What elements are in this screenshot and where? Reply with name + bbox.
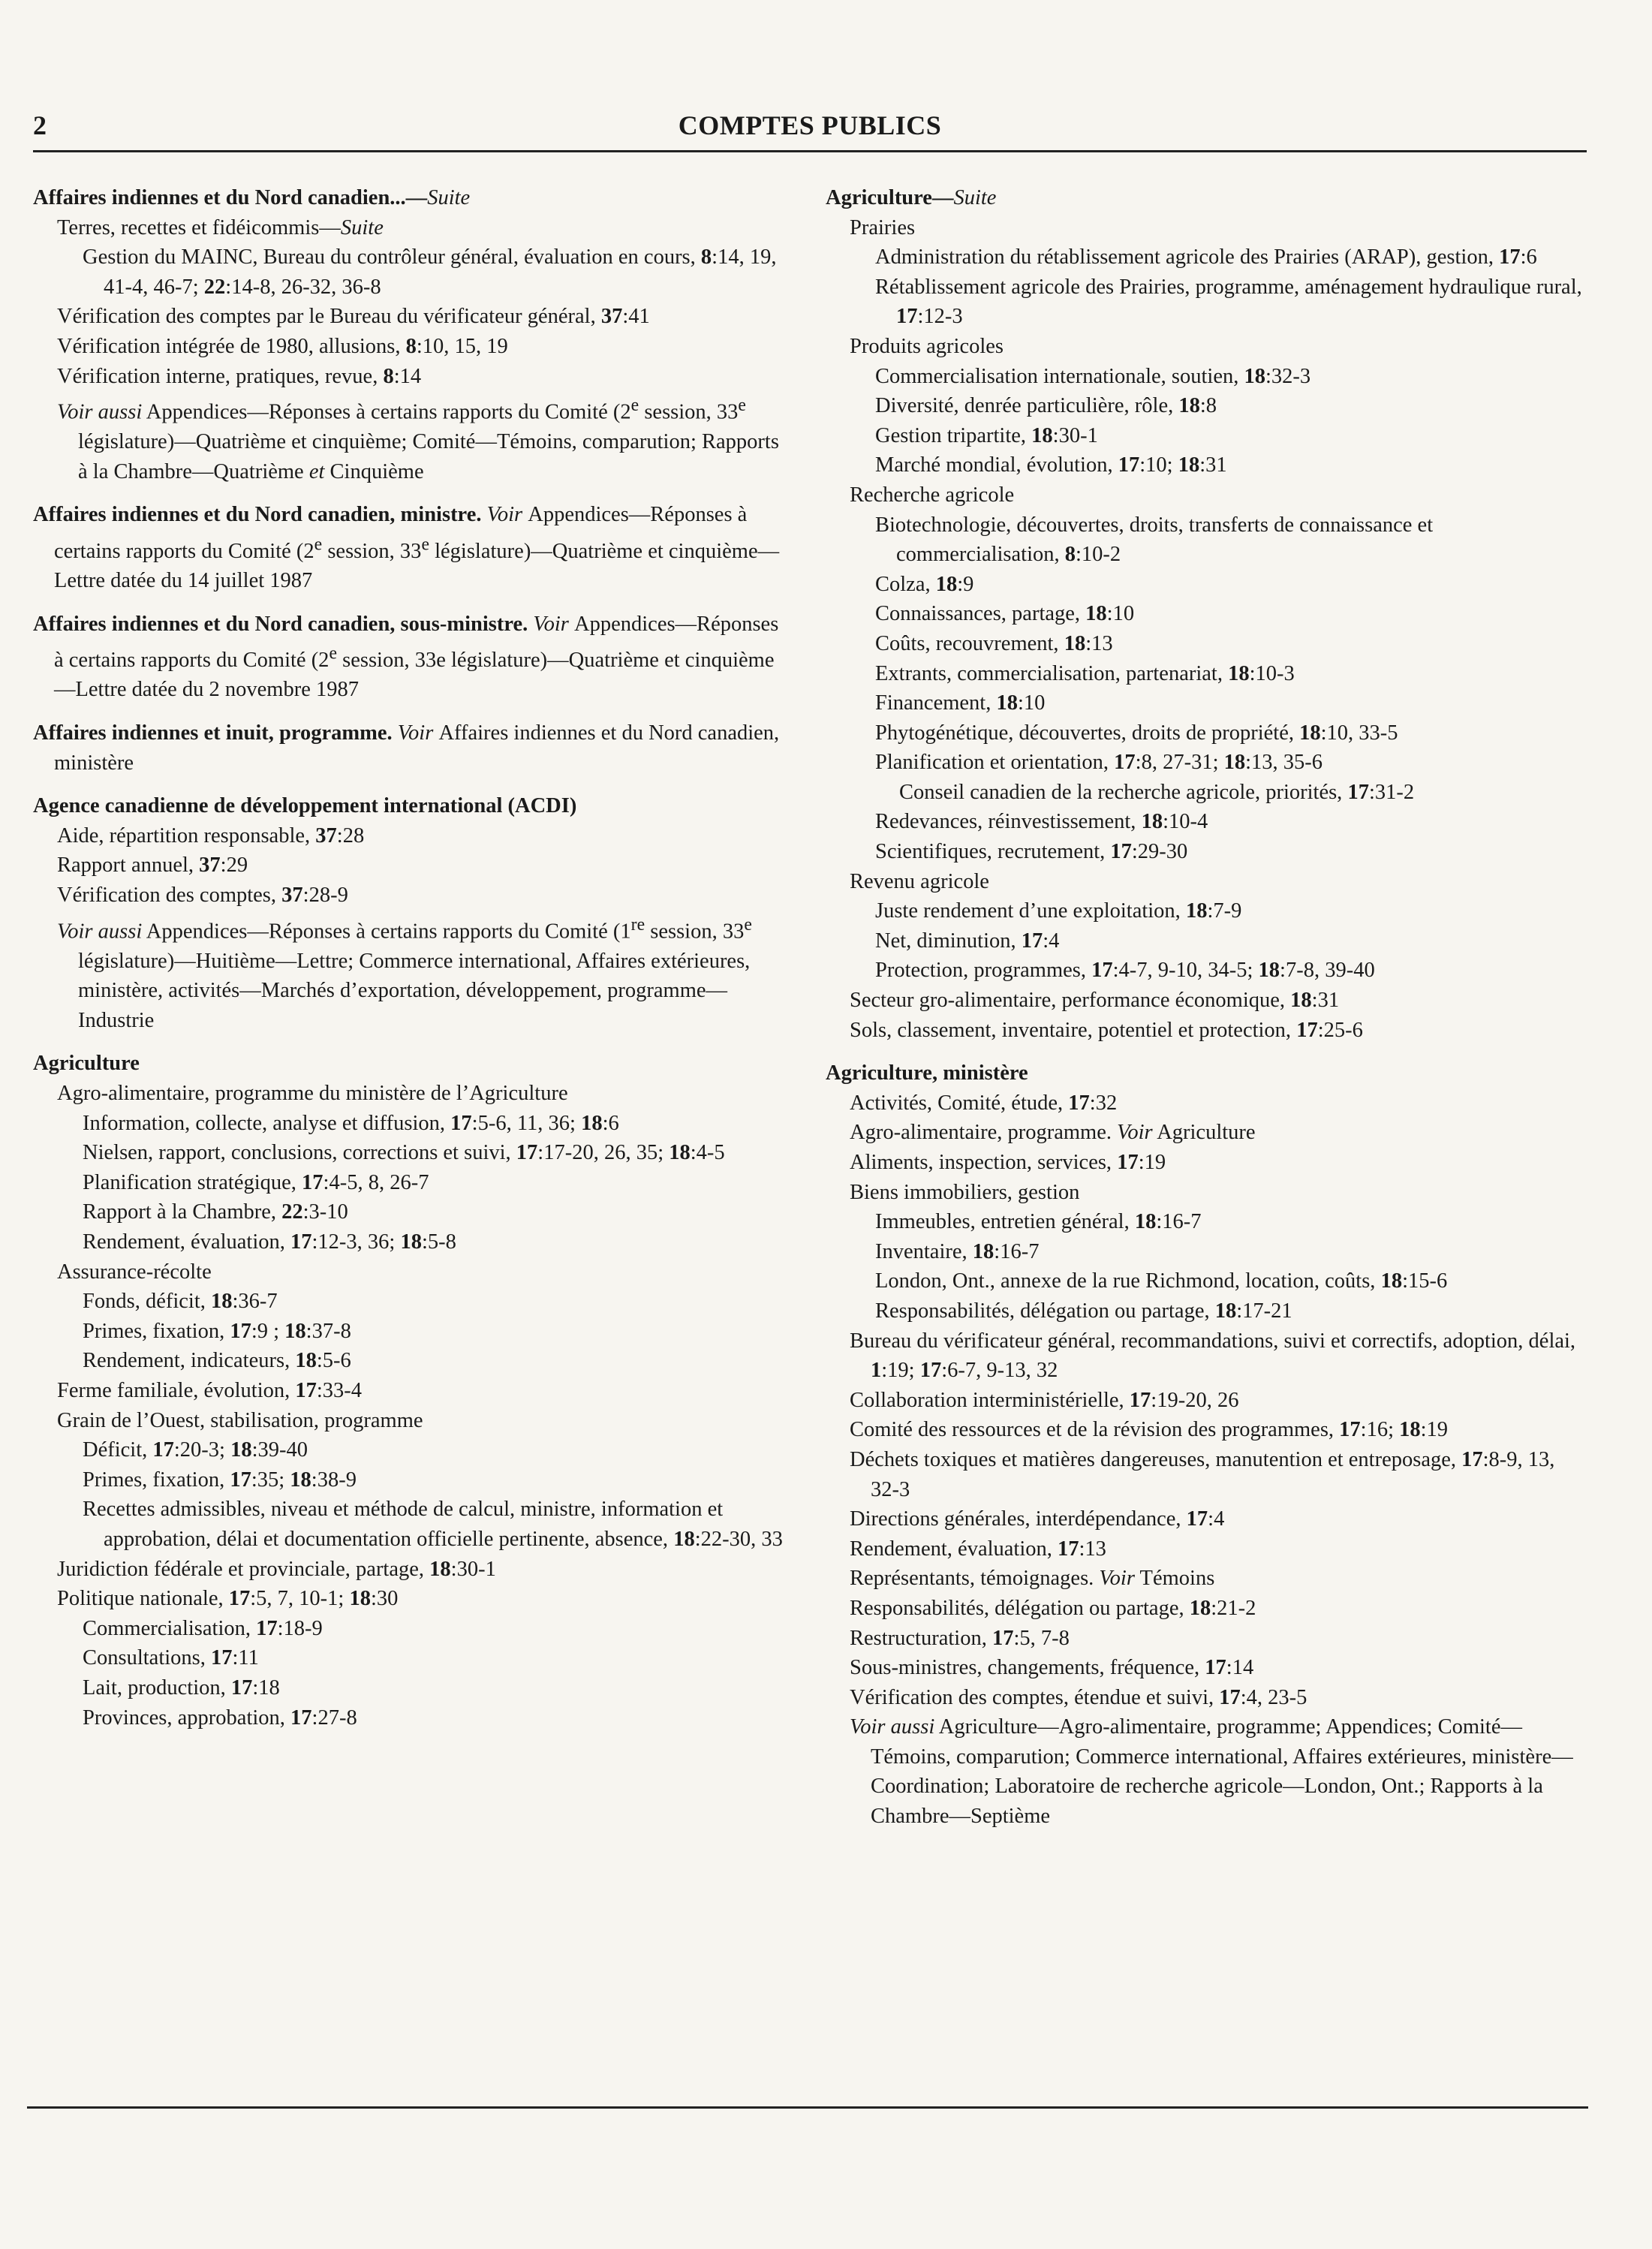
index-subentry: Vérification des comptes, étendue et suivi, 17:4, 23-5 xyxy=(850,1685,1307,1709)
index-subentry: Rendement, indicateurs, 18:5-6 xyxy=(83,1349,351,1373)
index-subentry: Vérification intégrée de 1980, allusions, 8:10, 15, 19 xyxy=(57,334,508,358)
index-subentry: Responsabilités, délégation ou partage, 18:17-21 xyxy=(875,1299,1292,1323)
index-subentry: Net, diminution, 17:4 xyxy=(875,929,1060,953)
index-subentry: Politique nationale, 17:5, 7, 10-1; 18:30 xyxy=(57,1587,399,1611)
index-subentry: Commercialisation, 17:18-9 xyxy=(83,1616,323,1640)
page-title: COMPTES PUBLICS xyxy=(678,110,942,140)
index-subentry: Conseil canadien de la recherche agricole, priorités, 17:31-2 xyxy=(899,780,1415,804)
index-subentry: Déficit, 17:20-3; 18:39-40 xyxy=(83,1438,308,1462)
index-subentry: Biens immobiliers, gestion xyxy=(850,1180,1080,1204)
index-subentry: Diversité, denrée particulière, rôle, 18:8 xyxy=(875,394,1217,418)
index-subentry: Sols, classement, inventaire, potentiel et protection, 17:25-6 xyxy=(850,1018,1363,1042)
index-heading: Agriculture, ministère xyxy=(826,1061,1028,1085)
index-subentry: Planification stratégique, 17:4-5, 8, 26-7 xyxy=(83,1170,429,1194)
index-subentry: Marché mondial, évolution, 17:10; 18:31 xyxy=(875,453,1227,477)
index-subentry: Rétablissement agricole des Prairies, programme, aménagement hydraulique rural, 17:12-3 xyxy=(875,275,1582,329)
index-subentry: Coûts, recouvrement, 18:13 xyxy=(875,631,1113,655)
index-subentry: Voir aussi Appendices—Réponses à certains rapports du Comité (1re session, 33e législature)—Huitième—Lettre; Commerce international, Affaires extérieures, ministère, activités—Marchés d’exportation, développement, programme—Industrie xyxy=(57,914,752,1032)
index-subentry: Immeubles, entretien général, 18:16-7 xyxy=(875,1210,1202,1234)
index-subentry: Commercialisation internationale, soutien, 18:32-3 xyxy=(875,364,1311,388)
index-heading: Affaires indiennes et du Nord canadien, sous-ministre. Voir Appendices—Réponses à certains rapports du Comité (2e session, 33e législature)—Quatrième et cinquième—Lettre datée du 2 novembre 1987 xyxy=(33,612,779,702)
index-subentry: Comité des ressources et de la révision des programmes, 17:16; 18:19 xyxy=(850,1418,1449,1442)
index-subentry: Vérification interne, pratiques, revue, 8:14 xyxy=(57,364,422,388)
index-subentry: Assurance-récolte xyxy=(57,1260,212,1284)
index-subentry: Sous-ministres, changements, fréquence, 17:14 xyxy=(850,1656,1254,1680)
index-subentry: Nielsen, rapport, conclusions, corrections et suivi, 17:17-20, 26, 35; 18:4-5 xyxy=(83,1141,725,1165)
index-subentry: Redevances, réinvestissement, 18:10-4 xyxy=(875,810,1208,834)
index-subentry: Scientifiques, recrutement, 17:29-30 xyxy=(875,840,1188,864)
index-subentry: Protection, programmes, 17:4-7, 9-10, 34-5; 18:7-8, 39-40 xyxy=(875,959,1375,983)
index-subentry: Consultations, 17:11 xyxy=(83,1646,259,1670)
index-subentry: Représentants, témoignages. Voir Témoins xyxy=(850,1567,1215,1591)
index-subentry: Recherche agricole xyxy=(850,483,1015,507)
header-rule xyxy=(33,150,1587,152)
index-subentry: Financement, 18:10 xyxy=(875,691,1046,715)
index-subentry: Voir aussi Agriculture—Agro-alimentaire, programme; Appendices; Comité—Témoins, comparution; Commerce international, Affaires extérieures, ministère—Coordination; Laboratoire de recherche agricole—London, Ont.; Rapports à la Chambre—Septième xyxy=(850,1715,1573,1829)
index-subentry: Responsabilités, délégation ou partage, 18:21-2 xyxy=(850,1596,1256,1620)
index-subentry: Extrants, commercialisation, partenariat, 18:10-3 xyxy=(875,661,1295,685)
index-subentry: Administration du rétablissement agricole des Prairies (ARAP), gestion, 17:6 xyxy=(875,245,1537,269)
page-number: 2 xyxy=(33,110,47,140)
index-subentry: Provinces, approbation, 17:27-8 xyxy=(83,1706,357,1730)
index-subentry: Agro-alimentaire, programme du ministère de l’Agriculture xyxy=(57,1082,568,1106)
index-subentry: Prairies xyxy=(850,215,916,239)
index-subentry: Rendement, évaluation, 17:13 xyxy=(850,1537,1106,1561)
index-subentry: Planification et orientation, 17:8, 27-31; 18:13, 35-6 xyxy=(875,751,1323,775)
index-subentry: Activités, Comité, étude, 17:32 xyxy=(850,1091,1118,1115)
index-subentry: London, Ont., annexe de la rue Richmond, location, coûts, 18:15-6 xyxy=(875,1269,1448,1293)
index-heading: Agence canadienne de développement international (ACDI) xyxy=(33,794,577,818)
page-header xyxy=(33,110,1587,149)
index-subentry: Rendement, évaluation, 17:12-3, 36; 18:5-8 xyxy=(83,1230,456,1254)
index-subentry: Rapport annuel, 37:29 xyxy=(57,854,248,878)
index-subentry: Primes, fixation, 17:9 ; 18:37-8 xyxy=(83,1319,351,1343)
index-subentry: Déchets toxiques et matières dangereuses, manutention et entreposage, 17:8-9, 13, 32-3 xyxy=(850,1447,1555,1501)
index-subentry: Juste rendement d’une exploitation, 18:7-9 xyxy=(875,899,1242,923)
index-heading: Affaires indiennes et inuit, programme. Voir Affaires indiennes et du Nord canadien, ministère xyxy=(33,721,780,775)
index-subentry: Aide, répartition responsable, 37:28 xyxy=(57,823,365,848)
footer-rule xyxy=(27,2106,1588,2109)
index-subentry: Aliments, inspection, services, 17:19 xyxy=(850,1151,1166,1174)
index-heading: Affaires indiennes et du Nord canadien...—Suite xyxy=(33,186,471,209)
index-subentry: Gestion du MAINC, Bureau du contrôleur général, évaluation en cours, 8:14, 19, 41-4, 46-7; 22:14-8, 26-32, 36-8 xyxy=(83,245,777,299)
index-subentry: Produits agricoles xyxy=(850,334,1004,358)
index-subentry: Revenu agricole xyxy=(850,869,989,893)
index-heading: Agriculture xyxy=(33,1052,140,1076)
index-subentry: Juridiction fédérale et provinciale, partage, 18:30-1 xyxy=(57,1557,496,1581)
index-subentry: Voir aussi Appendices—Réponses à certains rapports du Comité (2e session, 33e législature)—Quatrième et cinquième; Comité—Témoins, comparution; Rapports à la Chambre—Quatrième et Cinquième xyxy=(57,396,779,483)
index-subentry: Ferme familiale, évolution, 17:33-4 xyxy=(57,1378,363,1402)
index-heading: Affaires indiennes et du Nord canadien, ministre. Voir Appendices—Réponses à certains rapports du Comité (2e session, 33e législature)—Quatrième et cinquième—Lettre datée du 14 juillet 1987 xyxy=(33,503,780,593)
index-subentry: Directions générales, interdépendance, 17:4 xyxy=(850,1507,1225,1531)
index-subentry: Secteur gro-alimentaire, performance économique, 18:31 xyxy=(850,989,1340,1013)
index-subentry: Recettes admissibles, niveau et méthode de calcul, ministre, information et approbation, délai et documentation officielle pertinente, absence, 18:22-30, 33 xyxy=(83,1498,783,1551)
index-subentry: Grain de l’Ouest, stabilisation, programme xyxy=(57,1408,423,1432)
index-subentry: Collaboration interministérielle, 17:19-20, 26 xyxy=(850,1388,1239,1412)
index-subentry: Vérification des comptes par le Bureau du vérificateur général, 37:41 xyxy=(57,305,650,329)
index-subentry: Colza, 18:9 xyxy=(875,572,974,596)
index-subentry: Lait, production, 17:18 xyxy=(83,1675,280,1700)
index-subentry: Vérification des comptes, 37:28-9 xyxy=(57,883,348,907)
index-subentry: Agro-alimentaire, programme. Voir Agriculture xyxy=(850,1121,1256,1145)
index-subentry: Bureau du vérificateur général, recommandations, suivi et correctifs, adoption, délai, 1:19; 17:6-7, 9-13, 32 xyxy=(850,1329,1576,1383)
index-subentry: Biotechnologie, découvertes, droits, transferts de connaissance et commercialisation, 8:10-2 xyxy=(875,513,1434,567)
index-subentry: Information, collecte, analyse et diffusion, 17:5-6, 11, 36; 18:6 xyxy=(83,1111,619,1135)
index-subentry: Connaissances, partage, 18:10 xyxy=(875,602,1135,626)
index-column-left xyxy=(33,183,791,1733)
index-subentry: Fonds, déficit, 18:36-7 xyxy=(83,1290,278,1314)
index-subentry: Terres, recettes et fidéicommis—Suite xyxy=(57,215,384,239)
index-column-right xyxy=(826,183,1584,1832)
index-subentry: Rapport à la Chambre, 22:3-10 xyxy=(83,1200,348,1224)
index-heading: Agriculture—Suite xyxy=(826,186,997,209)
index-subentry: Gestion tripartite, 18:30-1 xyxy=(875,423,1098,447)
index-subentry: Inventaire, 18:16-7 xyxy=(875,1239,1040,1263)
index-subentry: Primes, fixation, 17:35; 18:38-9 xyxy=(83,1468,357,1492)
index-subentry: Restructuration, 17:5, 7-8 xyxy=(850,1626,1070,1650)
index-subentry: Phytogénétique, découvertes, droits de propriété, 18:10, 33-5 xyxy=(875,721,1398,745)
